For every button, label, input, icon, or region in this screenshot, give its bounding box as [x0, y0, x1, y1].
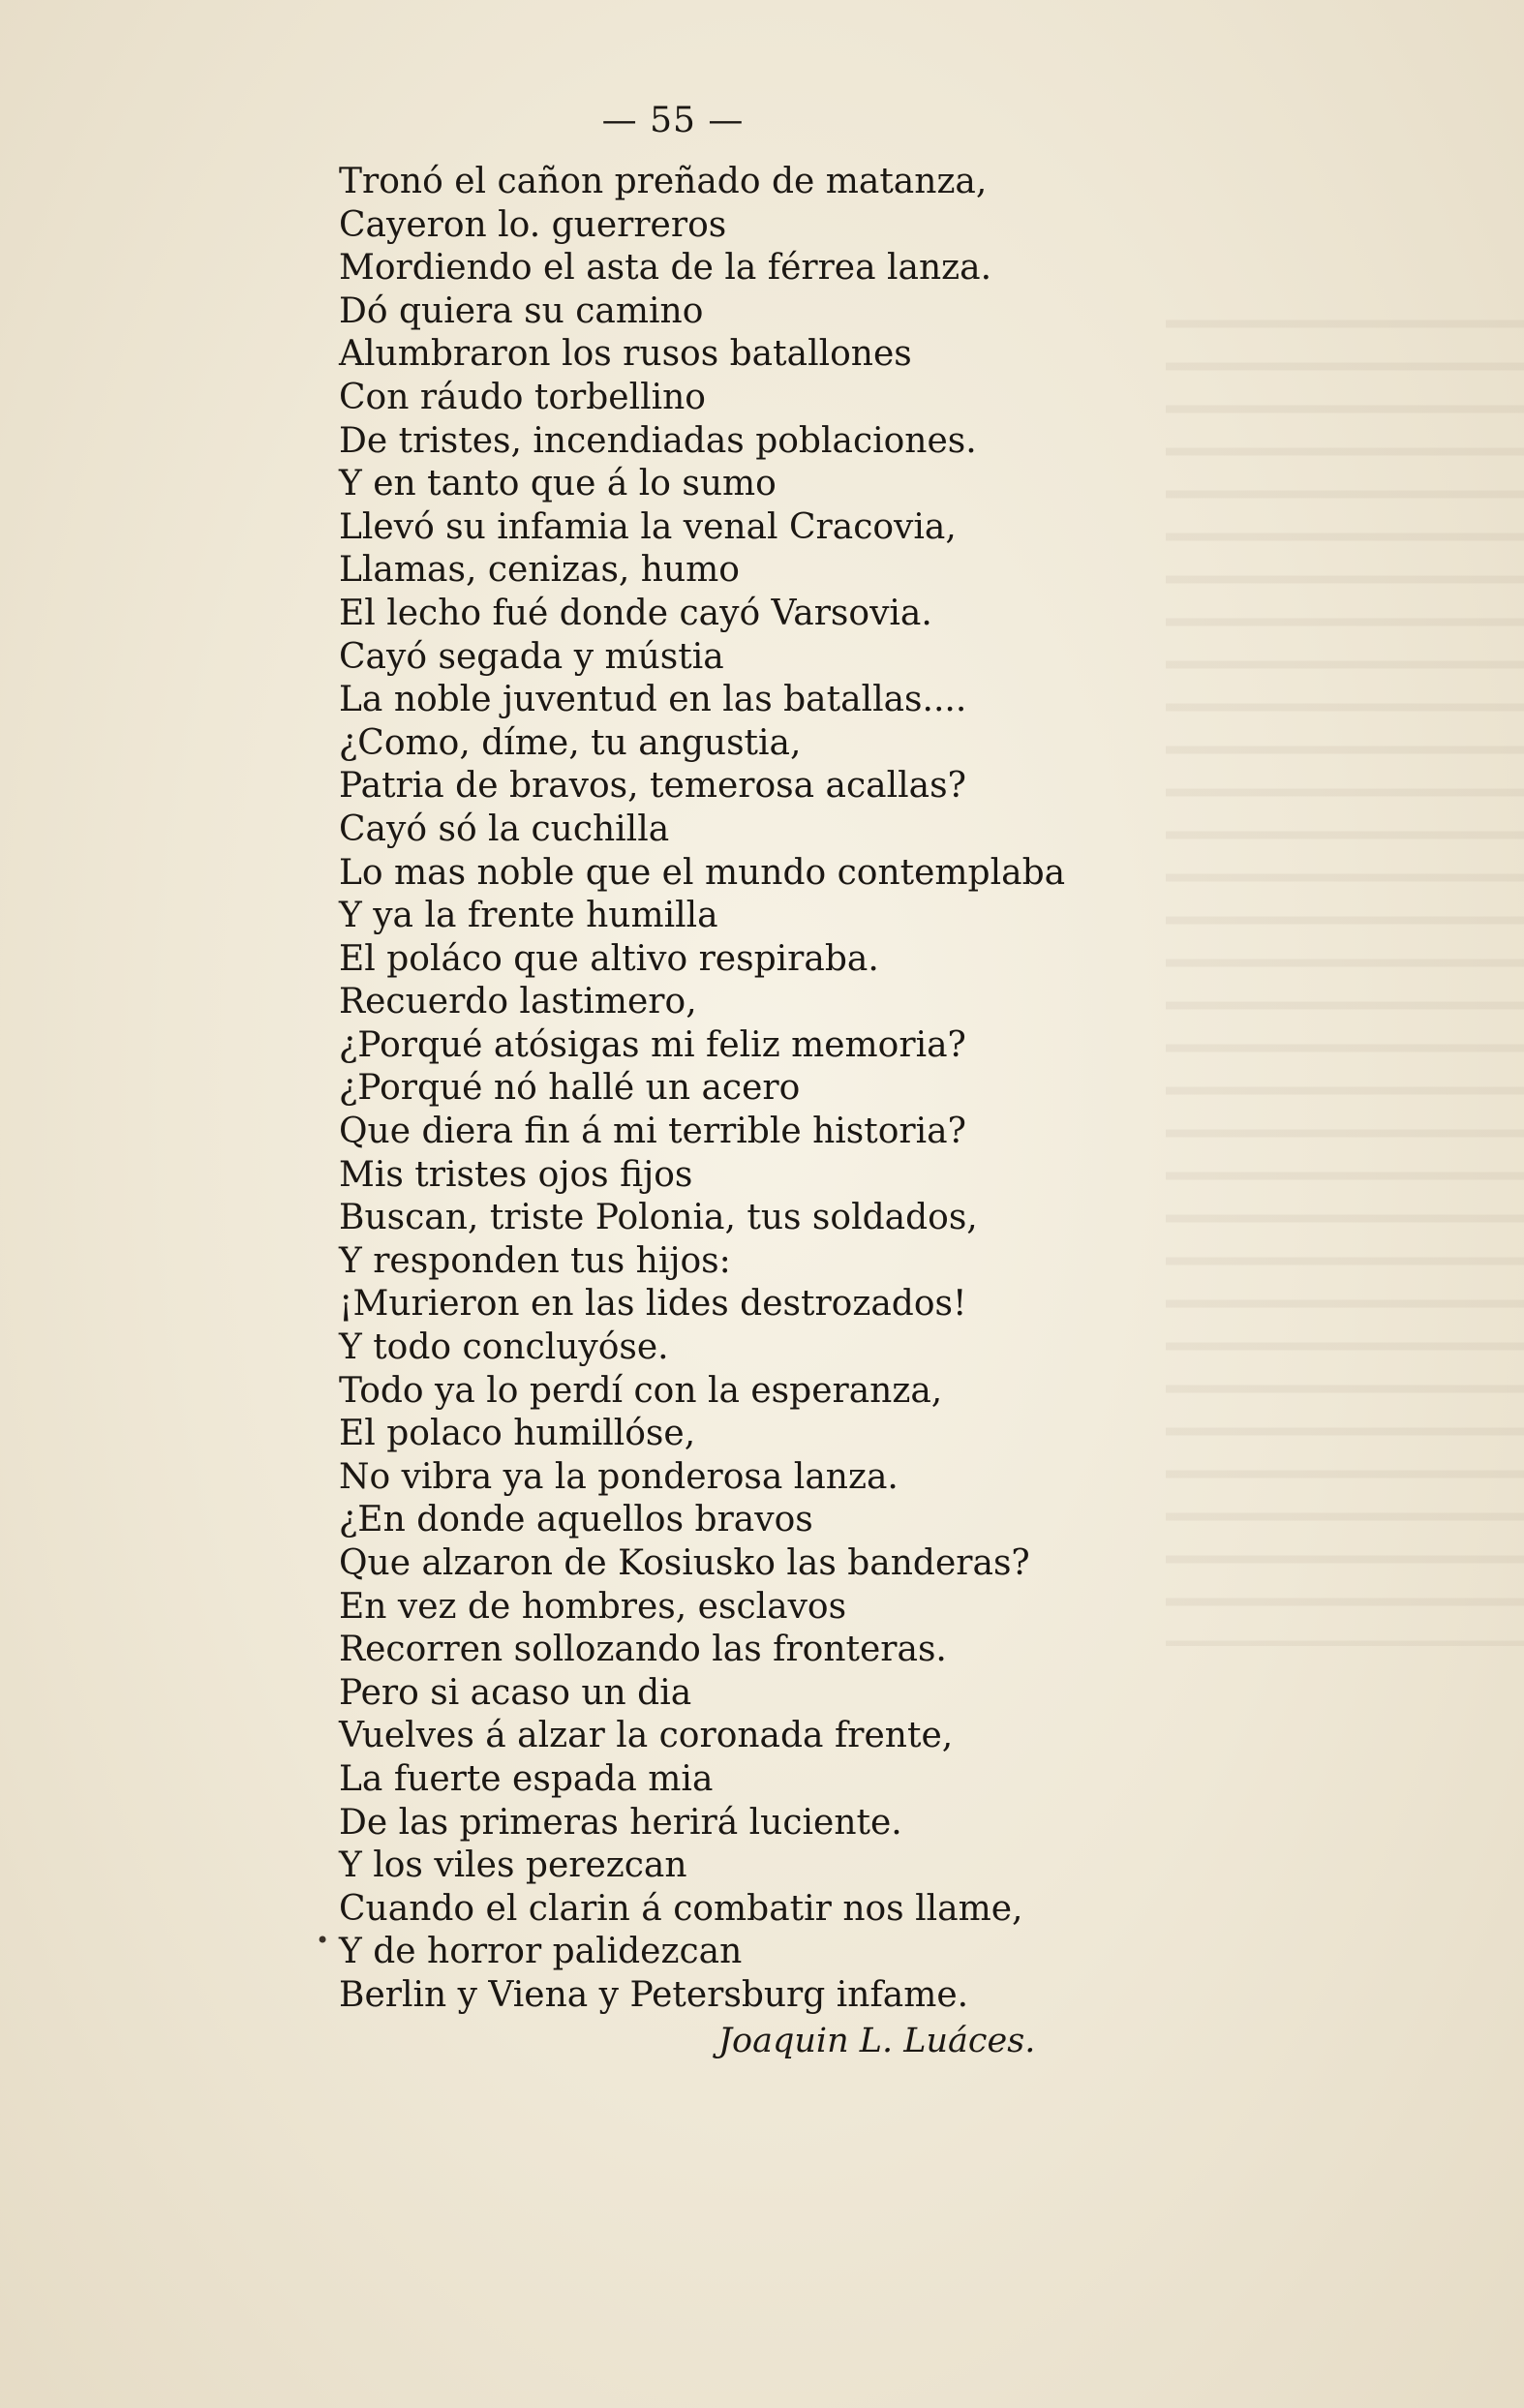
poem-line: Que alzaron de Kosiusko las banderas?	[339, 1543, 1030, 1583]
poem-line: Recuerdo lastimero,	[339, 982, 697, 1022]
poem-line: Y ya la frente humilla	[339, 896, 718, 936]
poem-line: Dó quiera su camino	[339, 290, 704, 331]
poem-line: Berlin y Viena y Petersburg infame.	[339, 1974, 969, 2015]
author-signature: Joaquin L. Luáces.	[718, 2022, 1036, 2060]
poem-line: Recorren sollozando las fronteras.	[339, 1630, 947, 1670]
poem-line: Todo ya lo perdí con la esperanza,	[339, 1370, 943, 1411]
poem-line: De tristes, incendiadas poblaciones.	[339, 420, 977, 461]
poem-line: Cayeron lo. guerreros	[339, 204, 727, 245]
poem-line: No vibra ya la ponderosa lanza.	[339, 1456, 899, 1497]
poem-line: Mordiendo el asta de la férrea lanza.	[339, 248, 992, 289]
page-number: — 55 —	[601, 101, 745, 140]
poem-body	[339, 161, 1162, 2018]
poem-line: Pero si acaso un dia	[339, 1672, 692, 1713]
poem-line: ¿En donde aquellos bravos	[339, 1500, 813, 1540]
poem-line: Y responden tus hijos:	[339, 1240, 731, 1281]
poem-line: Alumbraron los rusos batallones	[339, 334, 912, 375]
poem-line: El poláco que altivo respiraba.	[339, 938, 879, 979]
poem-line: Vuelves á alzar la coronada frente,	[339, 1716, 954, 1756]
poem-line: En vez de hombres, esclavos	[339, 1586, 847, 1627]
poem-line: ¿Porqué nó hallé un acero	[339, 1068, 801, 1109]
poem-line: El polaco humillóse,	[339, 1414, 696, 1454]
poem-line: Y en tanto que á lo sumo	[339, 464, 777, 504]
poem-line: La fuerte espada mia	[339, 1758, 714, 1799]
poem-line: Buscan, triste Polonia, tus soldados,	[339, 1198, 978, 1238]
poem-line: Que diera fin á mi terrible historia?	[339, 1112, 966, 1152]
bleed-through-texture	[1166, 290, 1524, 1646]
poem-line: Y todo concluyóse.	[339, 1327, 669, 1368]
poem-line: Patria de bravos, temerosa acallas?	[339, 766, 966, 807]
poem-line: Y de horror palidezcan	[339, 1932, 743, 1972]
poem-line: Cuando el clarin á combatir nos llame,	[339, 1888, 1023, 1929]
poem-line: Cayó só la cuchilla	[339, 808, 670, 849]
poem-line: El lecho fué donde cayó Varsovia.	[339, 593, 932, 633]
poem-line: Lo mas noble que el mundo contemplaba	[339, 852, 1066, 893]
poem-line: ¿Porqué atósigas mi feliz memoria?	[339, 1024, 966, 1065]
poem-line: La noble juventud en las batallas....	[339, 680, 967, 720]
margin-mark: •	[316, 1927, 330, 1954]
poem-line: ¿Como, díme, tu angustia,	[339, 722, 802, 763]
poem-line: Tronó el cañon preñado de matanza,	[339, 162, 988, 201]
poem-line: ¡Murieron en las lides destrozados!	[339, 1284, 967, 1325]
poem-line: Y los viles perezcan	[339, 1845, 687, 1886]
poem-line: Con ráudo torbellino	[339, 377, 706, 417]
poem-line: De las primeras herirá luciente.	[339, 1802, 902, 1843]
poem-line: Llamas, cenizas, humo	[339, 550, 740, 591]
poem-line: Cayó segada y mústia	[339, 636, 724, 677]
poem-line: Mis tristes ojos fijos	[339, 1154, 693, 1195]
poem-line: Llevó su infamia la venal Cracovia,	[339, 506, 957, 547]
